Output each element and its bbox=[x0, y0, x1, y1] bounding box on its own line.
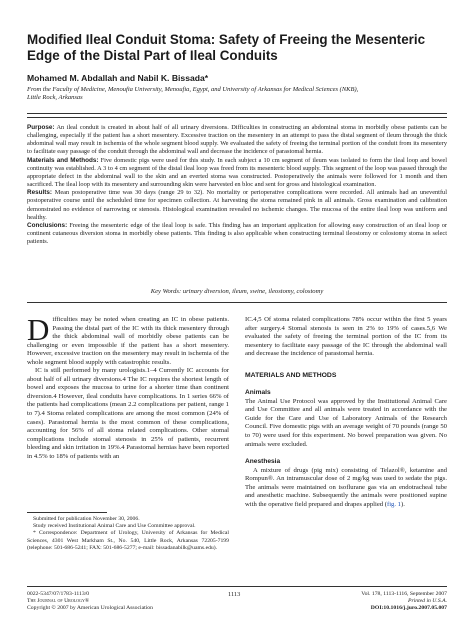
affiliation-line-1: From the Faculty of Medicine, Menoufia University, Menoufia, Egypt, and University of Arkansas for Medical Sciences (NKB), bbox=[27, 86, 359, 93]
subheading-anesthesia: Anesthesia bbox=[245, 458, 281, 466]
body-column-left bbox=[27, 312, 229, 461]
results-label: Results: bbox=[27, 189, 53, 197]
conclusions-text: Freeing the mesenteric edge of the ileal loop is safe. This finding has an important application for allowing easy construction of an ileal loop or continent cutaneous diversion stoma in morbidly obese patients. This finding is also applicable when constructing terminal ileostomy or colostomy stoma in select patients. bbox=[27, 221, 447, 246]
printed-in: Printed in U.S.A. bbox=[407, 598, 447, 605]
subheading-animals: Animals bbox=[245, 389, 271, 397]
anesthesia-text-1: A mixture of drugs (pig mix) consisting of Telazol®, ketamine and Rompun®. An intramuscular dose of 2 mg/kg was used to sedate the pigs. The animals were maintained on isoflurane gas via an endotracheal tube and anesthetic machine. Subsequently the animals were positioned supine with the operative field prepared and drapes applied ( bbox=[245, 466, 447, 508]
issn: 0022-5347/07/1783-1113/0 bbox=[27, 591, 90, 597]
affiliation bbox=[27, 86, 447, 102]
article-title: Modified Ileal Conduit Stoma: Safety of Freeing the Mesenteric Edge of the Distal Part of Ileal Conduits bbox=[27, 32, 426, 63]
intro-paragraph-1 bbox=[27, 312, 229, 367]
volume-info: Vol. 178, 1113-1116, September 2007 bbox=[361, 591, 447, 597]
abstract-divider bbox=[27, 302, 447, 303]
figure-1-link[interactable]: fig. 1 bbox=[386, 500, 402, 508]
doi[interactable]: DOI:10.1016/j.juro.2007.05.007 bbox=[370, 605, 447, 612]
affiliation-line-2: Little Rock, Arkansas bbox=[27, 94, 83, 102]
abstract bbox=[27, 124, 447, 246]
abstract-methods bbox=[27, 157, 447, 190]
footnote-submitted: Submitted for publication November 30, 2006. bbox=[33, 516, 140, 522]
abstract-conclusions bbox=[27, 222, 447, 246]
header-divider bbox=[27, 113, 447, 114]
intro-paragraph-2: IC is still performed by many urologists.1–4 Currently IC accounts for about half of all urinary diversions.4 The IC requires the shortest length of bowel and exposes the mucosa to urine for a shorter time than continent diversion.4 However, ileal conduits have complications. In 1 series 66% of the patients had complications (mean 2.2 complications per patient, range 1 to 7).4 Stoma related complications are among the most common (24% of cases). Parastomal hernia is the most common of these complications, accounting for 56% of all stoma related complications. Other stomal complications include stomal stenosis in 25% of patients, recurrent bleeding and skin irritation in 19%.4 Parastomal hernias have been reported in 4.5% to 18% of patients with an bbox=[27, 367, 229, 460]
purpose-text: An ileal conduit is created in about half of all urinary diversions. Difficulties in constructing an abdominal stoma in morbidly obese patients can be challenging, especially if the patient has a short mesentery. Excessive traction on the mesentery in an attempt to pass the distal segment of ileum through the thick abdominal wall may result in ischemia of the whole segment blood supply. We evaluated the safety of freeing the terminal portion of the conduit from its mesentery to facilitate easy passage of the conduit through the abdominal wall and decrease the incidence of parastomal hernia. bbox=[27, 124, 447, 156]
copyright: Copyright © 2007 by American Urological Association bbox=[27, 605, 153, 612]
author-list: Mohamed M. Abdallah and Nabil K. Bissada* bbox=[27, 73, 209, 83]
keywords: Key Words: urinary diversion, ileum, swine, ileostomy, colostomy bbox=[150, 288, 324, 295]
header-divider-secondary bbox=[27, 117, 447, 118]
results-text: Mean postoperative time was 30 days (range 29 to 32). No mortality or perioperative complications were recorded. All animals had an uneventful postoperative course until the scheduled time for specimen collection. At harvesting the stoma remained pink in all animals. Gross examination and calibration demonstrated no evidence of narrowing or stenosis. Histological examination revealed no ischemic changes. The mucosa of the entire ileal loop was uniform and healthy. bbox=[27, 189, 447, 221]
intro-paragraph-1-text: ifficulties may be noted when creating an IC in obese patients. Passing the distal part of the IC with its thick mesentery through the thick abdominal wall of morbidly obese patients can be challenging or even impossible if the patient has a short mesentery. However, excessive traction on the mesentery may result in ischemia of the whole segment blood supply with catastrophic results. bbox=[27, 316, 229, 366]
methods-text: Five domestic pigs were used for this study. In each subject a 10 cm segment of ileum was isolated to form the ileal loop and bowel continuity was established. A 3 to 4 cm segment of the distal ileal loop was freed from its mesenteric blood supply. This segment of the loop was passed through the appropriate defect in the abdominal wall to the skin and an everted stoma was constructed. Postoperatively the animals were followed for 1 month and then sacrificed. The ileal loop with its mesentery and surrounding skin were harvested en bloc and sent for gross and histological examination. bbox=[27, 156, 447, 189]
section-heading-methods: MATERIALS AND METHODS bbox=[245, 371, 337, 379]
anesthesia-text-2: ). bbox=[401, 500, 405, 508]
intro-paragraph-3: IC.4,5 Of stoma related complications 78% occur within the first 5 years after surgery.4 Stomal stenosis is seen in 2% to 19% of cases.5,6 We evaluated the safety of freeing the terminal portion of the IC from its mesentery to facilitate easy passage of the IC through the abdominal wall and decrease the incidence of parastomal hernia. bbox=[245, 316, 447, 358]
footnotes bbox=[27, 516, 229, 552]
page-number: 1113 bbox=[228, 591, 241, 598]
abstract-results bbox=[27, 189, 447, 222]
footnote-approval: Study received Institutional Animal Care and Use Committee approval. bbox=[33, 523, 196, 530]
methods-label: Materials and Methods: bbox=[27, 156, 99, 164]
drop-cap: D bbox=[27, 312, 50, 347]
animals-paragraph: The Animal Use Protocol was approved by the Institutional Animal Care and Use Committee and all animals were treated in accordance with the Guide for the Care and Use of Laboratory Animals of the Research Council. Five domestic pigs with an average weight of 70 pounds (range 50 to 70) were used for this experiment. No bowel preparation was given. No animals were excluded. bbox=[245, 397, 447, 448]
footer-divider bbox=[27, 586, 447, 587]
journal-name: The Journal of Urology® bbox=[27, 598, 90, 605]
footnote-correspondence: * Correspondence: Department of Urology, University of Arkansas for Medical Sciences, 4301 West Markham St., No. 540, Little Rock, Arkansas 72205-7199 (telephone: 501-686-5241; FAX: 501-686-5277; e-mail: bissadanabilk@uams.edu). bbox=[27, 530, 229, 551]
footer-right bbox=[290, 591, 447, 613]
footer-left bbox=[27, 591, 153, 613]
body-column-right bbox=[245, 316, 447, 509]
conclusions-label: Conclusions: bbox=[27, 221, 68, 229]
abstract-purpose bbox=[27, 124, 447, 157]
purpose-label: Purpose: bbox=[27, 124, 55, 131]
footnote-divider bbox=[27, 512, 107, 513]
anesthesia-paragraph bbox=[245, 467, 447, 510]
